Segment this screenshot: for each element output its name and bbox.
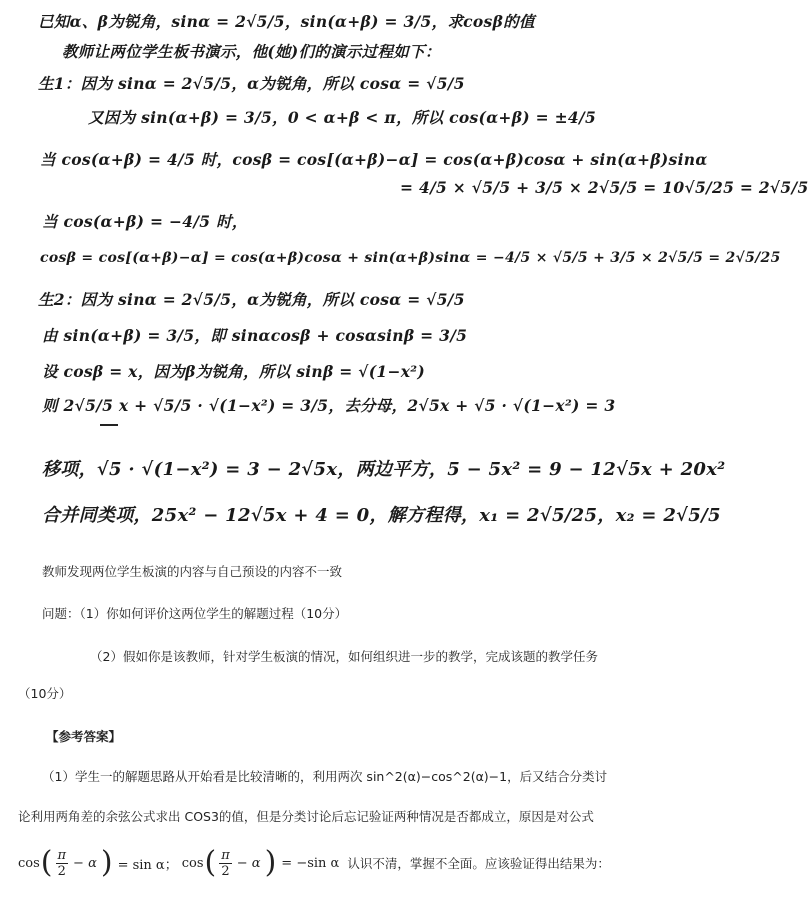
question-2-score: （10分） bbox=[18, 686, 72, 701]
minus-alpha-b: − α bbox=[236, 855, 261, 871]
paren-open-2: ( bbox=[204, 845, 217, 880]
fraction-pi-over-2-b bbox=[219, 848, 232, 879]
student1-case2-result: cosβ = cos[(α+β)−α] = cos(α+β)cosα + sin(α+β)sinα = −4/5 × √5/5 + 3/5 × 2√5/5 = 2√5/25 bbox=[40, 250, 781, 266]
answer-line-2: 论利用两角差的余弦公式求出 COS3的值，但是分类讨论后忘记验证两种情况是否都成立，原因是对公式 bbox=[18, 809, 594, 824]
formula-tail-text: 认识不清，掌握不全面。应该验证得出结果为： bbox=[347, 856, 610, 871]
equals-sin-alpha: = sin α； bbox=[117, 857, 178, 873]
question-2: （2）假如你是该教师，针对学生板演的情况，如何组织进一步的教学，完成该题的教学任务 bbox=[90, 649, 598, 664]
student1-case1-result: = 4/5 × √5/5 + 3/5 × 2√5/5 = 10√5/25 = 2√5/5 bbox=[400, 178, 809, 197]
student2-line3: 设 cosβ = x，因为β为锐角，所以 sinβ = √(1−x²) bbox=[42, 362, 426, 381]
paren-open: ( bbox=[40, 845, 53, 880]
paren-close-2: ) bbox=[264, 845, 277, 880]
underline-mark bbox=[100, 424, 118, 426]
fraction-denominator-b: 2 bbox=[221, 863, 230, 879]
fraction-denominator: 2 bbox=[57, 863, 66, 879]
student1-case2: 当 cos(α+β) = −4/5 时， bbox=[42, 212, 248, 231]
fraction-numerator: π bbox=[57, 847, 67, 863]
reference-answer-heading: 【参考答案】 bbox=[46, 729, 122, 744]
student2-line6: 合并同类项，25x² − 12√5x + 4 = 0，解方程得，x₁ = 2√5/25，x₂ = 2√5/5 bbox=[42, 505, 721, 526]
student2-line1: 生2：因为 sinα = 2√5/5，α为锐角，所以 cosα = √5/5 bbox=[38, 290, 465, 309]
fraction-numerator-b: π bbox=[221, 847, 230, 863]
cos-label-2: cos bbox=[181, 855, 204, 871]
paren-close: ) bbox=[100, 845, 113, 880]
fraction-pi-over-2 bbox=[56, 848, 69, 879]
paragraph-observation: 教师发现两位学生板演的内容与自己预设的内容不一致 bbox=[42, 564, 343, 579]
student2-line2: 由 sin(α+β) = 3/5，即 sinαcosβ + cosαsinβ = 3/5 bbox=[42, 326, 468, 345]
cos-label-1: cos bbox=[18, 855, 40, 871]
problem-statement: 已知α、β为锐角，sinα = 2√5/5，sin(α+β) = 3/5，求cosβ的值 bbox=[38, 12, 535, 31]
question-1: 问题：（1）你如何评价这两位学生的解题过程（10分） bbox=[42, 606, 348, 621]
formula-line bbox=[18, 840, 610, 886]
student1-case1: 当 cos(α+β) = 4/5 时，cosβ = cos[(α+β)−α] = cos(α+β)cosα + sin(α+β)sinα bbox=[40, 150, 708, 169]
student1-line1: 生1：因为 sinα = 2√5/5，α为锐角，所以 cosα = √5/5 bbox=[38, 74, 465, 93]
teacher-instruction: 教师让两位学生板书演示，他(她)们的演示过程如下： bbox=[62, 42, 441, 61]
minus-alpha: − α bbox=[73, 855, 97, 871]
student1-line2: 又因为 sin(α+β) = 3/5，0 < α+β < π，所以 cos(α+β) = ±4/5 bbox=[88, 108, 597, 127]
student2-line4: 则 2√5/5 x + √5/5 · √(1−x²) = 3/5，去分母，2√5x + √5 · √(1−x²) = 3 bbox=[42, 396, 616, 415]
answer-line-1: （1）学生一的解题思路从开始看是比较清晰的，利用两次 sin^2(α)−cos^2(α)−1，后又结合分类讨 bbox=[42, 769, 608, 784]
equals-neg-sin-alpha: = −sin α bbox=[281, 855, 340, 871]
student2-line5: 移项，√5 · √(1−x²) = 3 − 2√5x，两边平方，5 − 5x² = 9 − 12√5x + 20x² bbox=[42, 459, 726, 480]
